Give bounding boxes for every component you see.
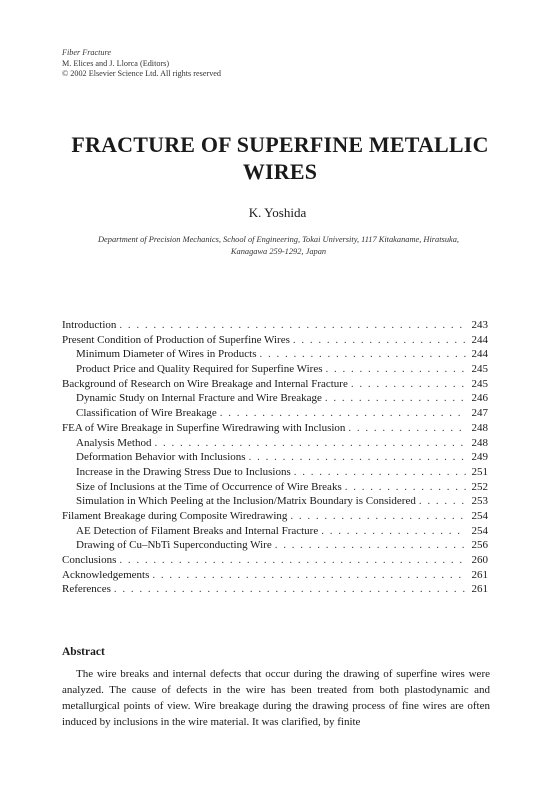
author-name: K. Yoshida [248,205,307,220]
toc-leader-dots [287,509,466,524]
toc-entry-page: 260 [471,554,488,566]
toc-entry[interactable] [62,333,488,348]
toc-leader-dots [291,465,466,480]
toc-entry-page: 261 [471,568,488,581]
toc-leader-dots [290,333,466,348]
toc-entry-page: 247 [471,407,488,420]
toc-entry-label: Size of Inclusions at the Time of Occurrence of Wire Breaks [76,480,342,493]
table-of-contents [62,318,488,597]
toc-leader-dots [348,377,466,392]
toc-entry-page: 244 [471,348,488,361]
toc-leader-dots [272,538,466,553]
toc-entry[interactable] [62,553,488,568]
toc-entry[interactable] [62,509,488,524]
toc-leader-dots [318,524,466,539]
toc-leader-dots [151,436,466,451]
toc-entry-label: Simulation in Which Peeling at the Inclusion/Matrix Boundary is Considered [76,495,416,508]
copyright-notice: © 2002 Elsevier Science Ltd. All rights reserved [62,69,222,78]
affiliation-line-2: Kanagawa 259-1292, Japan [230,247,327,256]
toc-leader-dots [246,450,466,465]
toc-leader-dots [217,406,466,421]
toc-entry-label: FEA of Wire Breakage in Superfine Wiredrawing with Inclusion [62,421,346,434]
toc-entry[interactable] [62,347,488,362]
toc-entry-page: 243 [471,319,488,331]
toc-leader-dots [323,362,467,377]
toc-entry-page: 252 [471,480,488,493]
title-line-1: FRACTURE OF SUPERFINE METALLIC [71,132,489,157]
toc-leader-dots [111,582,466,597]
toc-entry-page: 256 [471,539,488,552]
toc-entry-page: 249 [471,451,488,464]
page-header [62,48,221,80]
toc-entry-page: 253 [471,495,488,508]
toc-entry[interactable] [62,480,488,495]
toc-entry[interactable] [62,362,488,377]
toc-leader-dots [322,391,466,406]
affiliation-line-1: Department of Precision Mechanics, School of Engineering, Tokai University, 1117 Kitakaname, Hiratsuka, [98,235,459,244]
toc-entry[interactable] [62,406,488,421]
toc-entry-label: Minimum Diameter of Wires in Products [76,348,257,361]
toc-entry-page: 244 [471,333,488,346]
paper-title [40,131,520,185]
toc-leader-dots [257,347,466,362]
title-line-2: WIRES [242,159,318,184]
toc-entry[interactable] [62,524,488,539]
toc-entry[interactable] [62,436,488,451]
toc-entry[interactable] [62,538,488,553]
toc-entry[interactable] [62,450,488,465]
toc-entry-page: 251 [471,465,488,478]
toc-leader-dots [342,480,466,495]
toc-entry[interactable] [62,318,488,333]
toc-entry-page: 248 [471,421,488,434]
toc-entry-label: Acknowledgements [62,568,150,581]
toc-entry-label: Dynamic Study on Internal Fracture and Wire Breakage [76,392,322,405]
toc-entry-label: Conclusions [62,554,117,566]
toc-leader-dots [116,318,466,333]
toc-leader-dots [149,568,466,583]
toc-leader-dots [345,421,466,436]
toc-entry-label: Drawing of Cu–NbTi Superconducting Wire [76,539,272,552]
toc-entry-label: Introduction [62,319,117,331]
toc-entry-page: 261 [471,583,488,596]
toc-entry[interactable] [62,568,488,583]
book-editors: M. Elices and J. Llorca (Editors) [62,58,170,68]
toc-entry[interactable] [62,582,488,597]
toc-entry-label: Product Price and Quality Required for Superfine Wires [76,363,323,376]
toc-entry-page: 245 [471,377,488,390]
toc-entry[interactable] [62,377,488,392]
abstract-heading: Abstract [62,646,105,658]
toc-leader-dots [416,494,466,509]
toc-entry-page: 254 [471,509,488,522]
toc-entry-page: 248 [471,436,488,449]
toc-entry[interactable] [62,465,488,480]
toc-entry-label: Increase in the Drawing Stress Due to Inclusions [76,465,291,478]
toc-entry-label: AE Detection of Filament Breaks and Internal Fracture [76,524,319,537]
toc-entry-label: Classification of Wire Breakage [76,407,217,420]
author-affiliation [56,234,501,258]
toc-entry-label: Background of Research on Wire Breakage and Internal Fracture [62,377,348,390]
toc-entry-label: References [62,583,111,596]
toc-entry-label: Present Condition of Production of Superfine Wires [62,333,290,346]
abstract-text: The wire breaks and internal defects that occur during the drawing of superfine wires were analyzed. The cause of defects in the wire has been treated from both plastodynamic and metallurgical points of view. Wire breakage during the drawing process of fine wires are often induced by inclusions in the wire material. It was clarified, by finite [62,668,490,728]
toc-entry-page: 245 [471,363,488,376]
toc-entry[interactable] [62,494,488,509]
toc-entry-page: 246 [471,392,488,405]
toc-leader-dots [116,553,466,568]
toc-entry-label: Deformation Behavior with Inclusions [76,451,246,464]
toc-entry[interactable] [62,391,488,406]
toc-entry-page: 254 [471,524,488,537]
toc-entry-label: Analysis Method [76,436,152,449]
book-series: Fiber Fracture [62,48,112,57]
toc-entry[interactable] [62,421,488,436]
toc-entry-label: Filament Breakage during Composite Wiredrawing [62,509,288,522]
